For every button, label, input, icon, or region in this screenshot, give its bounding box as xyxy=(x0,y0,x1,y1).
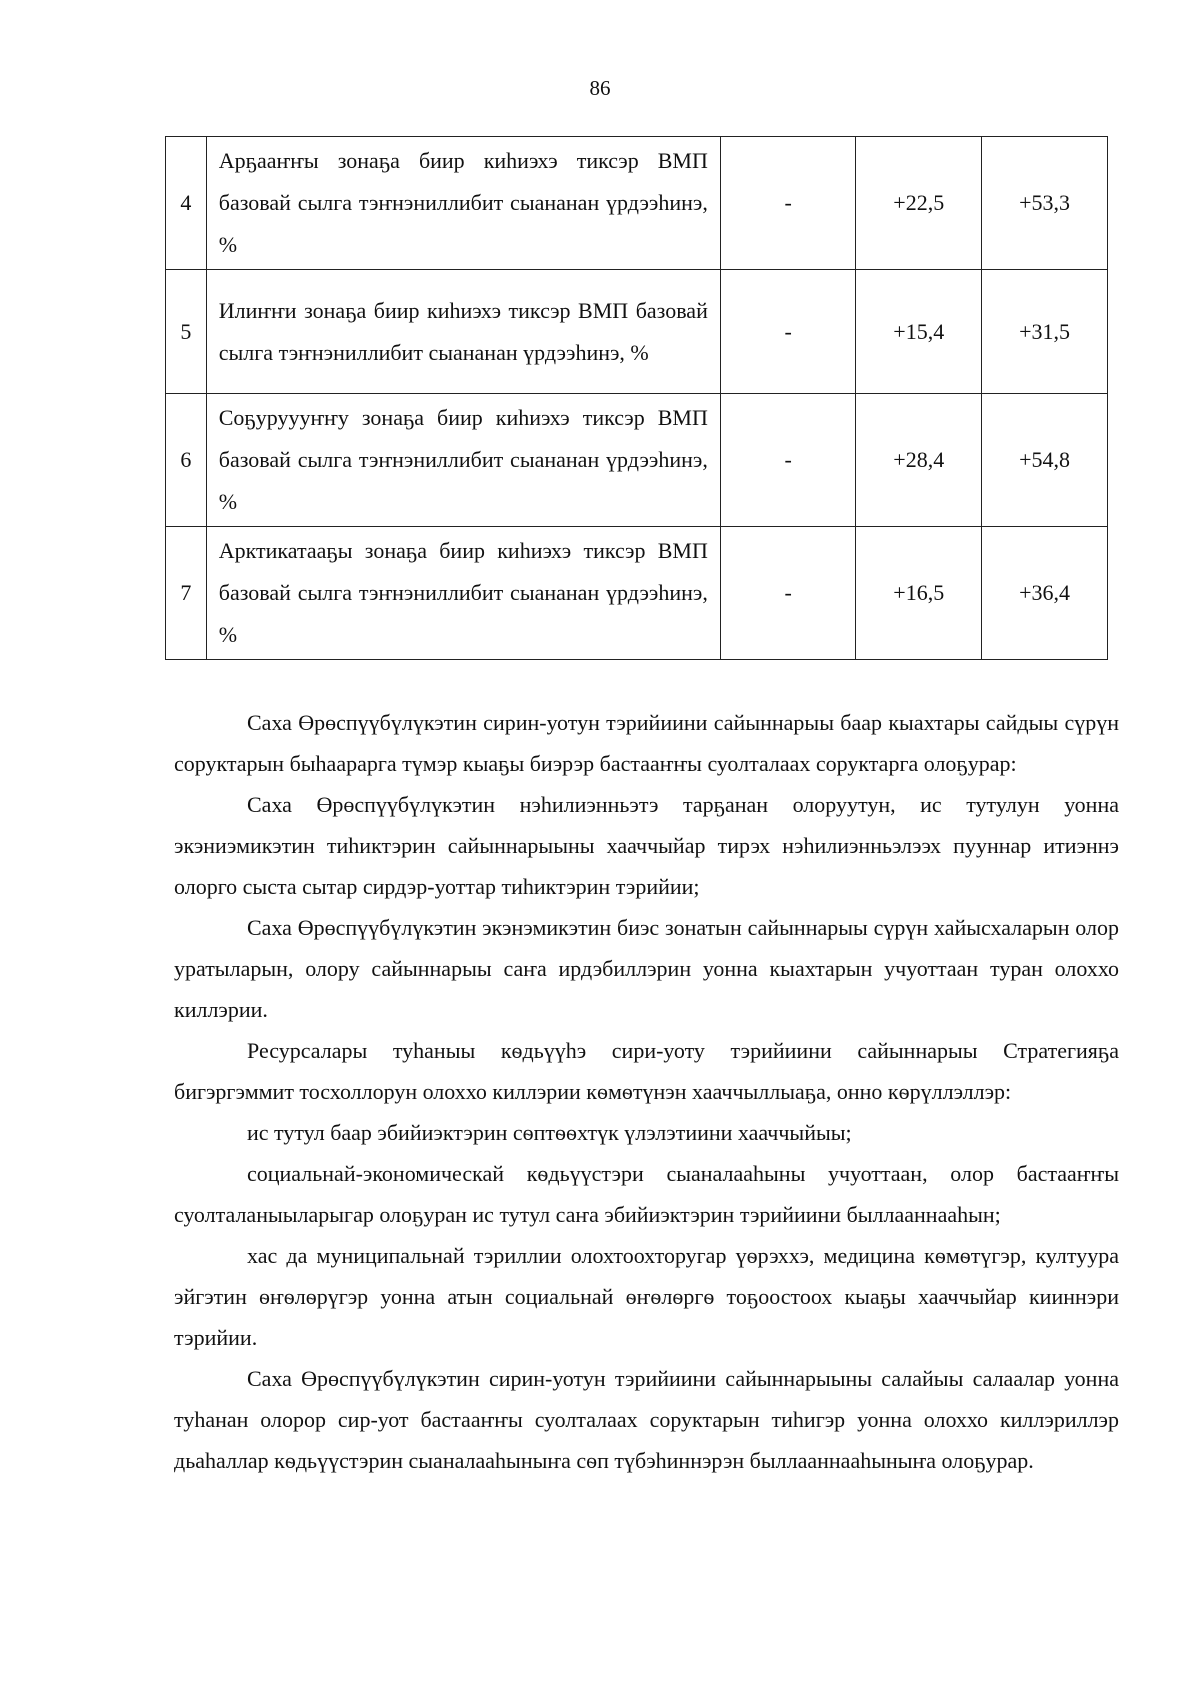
row-description: Илиҥҥи зонаҕа биир киһиэхэ тиксэр ВМП базовай сылга тэҥнэниллибит сыананан үрдээһинэ, % xyxy=(206,270,720,394)
list-item: хас да муниципальнай тэриллии олохтоохторугар үѳрэххэ, медицина кѳмѳтүгэр, култуура эйгэтин ѳҥѳлѳрүгэр уонна атын социальнай ѳҥѳлѳргѳ тоҕоостоох кыаҕы хааччыйар кииннэри тэрийии. xyxy=(174,1243,1119,1350)
page-number: 86 xyxy=(589,76,611,100)
paragraph: Саха Өрөспүүбүлүкэтин сирин-уотун тэрийиини сайыннарыы баар кыахтары сайдыы сүрүн соруктарын быһаарарга түмэр кыаҕы биэрэр бастааҥҥы суолталаах соруктарга олоҕурар: xyxy=(174,710,1119,776)
list-item: социальнай-экономическай кѳдьүүстэри сыаналааһыны учуоттаан, олор бастааҥҥы суолталаныыларыгар олоҕуран ис тутул саҥа эбийиэктэрин тэрийиини быллааннааһын; xyxy=(174,1161,1119,1227)
value-stage-1: +16,5 xyxy=(856,527,982,660)
row-number: 4 xyxy=(166,137,207,270)
value-stage-1: +28,4 xyxy=(856,394,982,527)
row-number: 7 xyxy=(166,527,207,660)
value-base: - xyxy=(720,527,856,660)
table-row xyxy=(166,394,1108,527)
table-row xyxy=(166,527,1108,660)
value-stage-1: +15,4 xyxy=(856,270,982,394)
value-base: - xyxy=(720,394,856,527)
value-stage-2: +53,3 xyxy=(982,137,1108,270)
row-description: Арктикатааҕы зонаҕа биир киһиэхэ тиксэр ВМП базовай сылга тэҥнэниллибит сыананан үрдээһинэ, % xyxy=(206,527,720,660)
paragraph: Ресурсалары туһаныы кѳдьүүһэ сири-уоту тэрийиини сайыннарыы Стратегияҕа бигэргэммит тосхоллорун олоххо киллэрии кѳмѳтүнэн хааччыллыаҕа, онно кѳрүллэллэр: xyxy=(174,1038,1119,1104)
list-item: ис тутул баар эбийиэктэрин сѳптѳѳхтүк үлэлэтиини хааччыйыы; xyxy=(247,1120,852,1145)
row-description: Соҕуруууҥҥу зонаҕа биир киһиэхэ тиксэр ВМП базовай сылга тэҥнэниллибит сыананан үрдээһинэ, % xyxy=(206,394,720,527)
value-stage-2: +54,8 xyxy=(982,394,1108,527)
row-description: Арҕааҥҥы зонаҕа биир киһиэхэ тиксэр ВМП базовай сылга тэҥнэниллибит сыананан үрдээһинэ, % xyxy=(206,137,720,270)
value-base: - xyxy=(720,137,856,270)
paragraph: Саха Өрөспүүбүлүкэтин нэһилиэнньэтэ тарҕанан олоруутун, ис тутулун уонна экэниэмикэтин тиһиктэрин сайыннарыыны хааччыйар тирэх нэһилиэнньэлээх пууннар итиэннэ олорго сыста сытар сирдэр-уоттар тиһиктэрин тэрийии; xyxy=(174,792,1119,899)
value-base: - xyxy=(720,270,856,394)
value-stage-2: +31,5 xyxy=(982,270,1108,394)
paragraph: Саха Өрөспүүбүлүкэтин сирин-уотун тэрийиини сайыннарыыны салайыы салаалар уонна туһанан олорор сир-уот бастааҥҥы суолталаах соруктарын тиһигэр уонна олоххо киллэриллэр дьаһаллар кѳдьүүстэрин сыаналааһыныҥа сѳп түбэһиннэрэн быллааннааһыныҥа олоҕурар. xyxy=(174,1366,1119,1473)
value-stage-1: +22,5 xyxy=(856,137,982,270)
paragraph: Саха Өрөспүүбүлүкэтин экэнэмикэтин биэс зонатын сайыннарыы сүрүн хайысхаларын олор уратыларын, олору сайыннарыы саҥа ирдэбиллэрин уонна кыахтарын учуоттаан туран олоххо киллэрии. xyxy=(174,915,1119,1022)
row-number: 5 xyxy=(166,270,207,394)
indicator-table xyxy=(165,136,1108,660)
table-row xyxy=(166,270,1108,394)
value-stage-2: +36,4 xyxy=(982,527,1108,660)
row-number: 6 xyxy=(166,394,207,527)
table-row xyxy=(166,137,1108,270)
body-text xyxy=(174,702,1119,1481)
